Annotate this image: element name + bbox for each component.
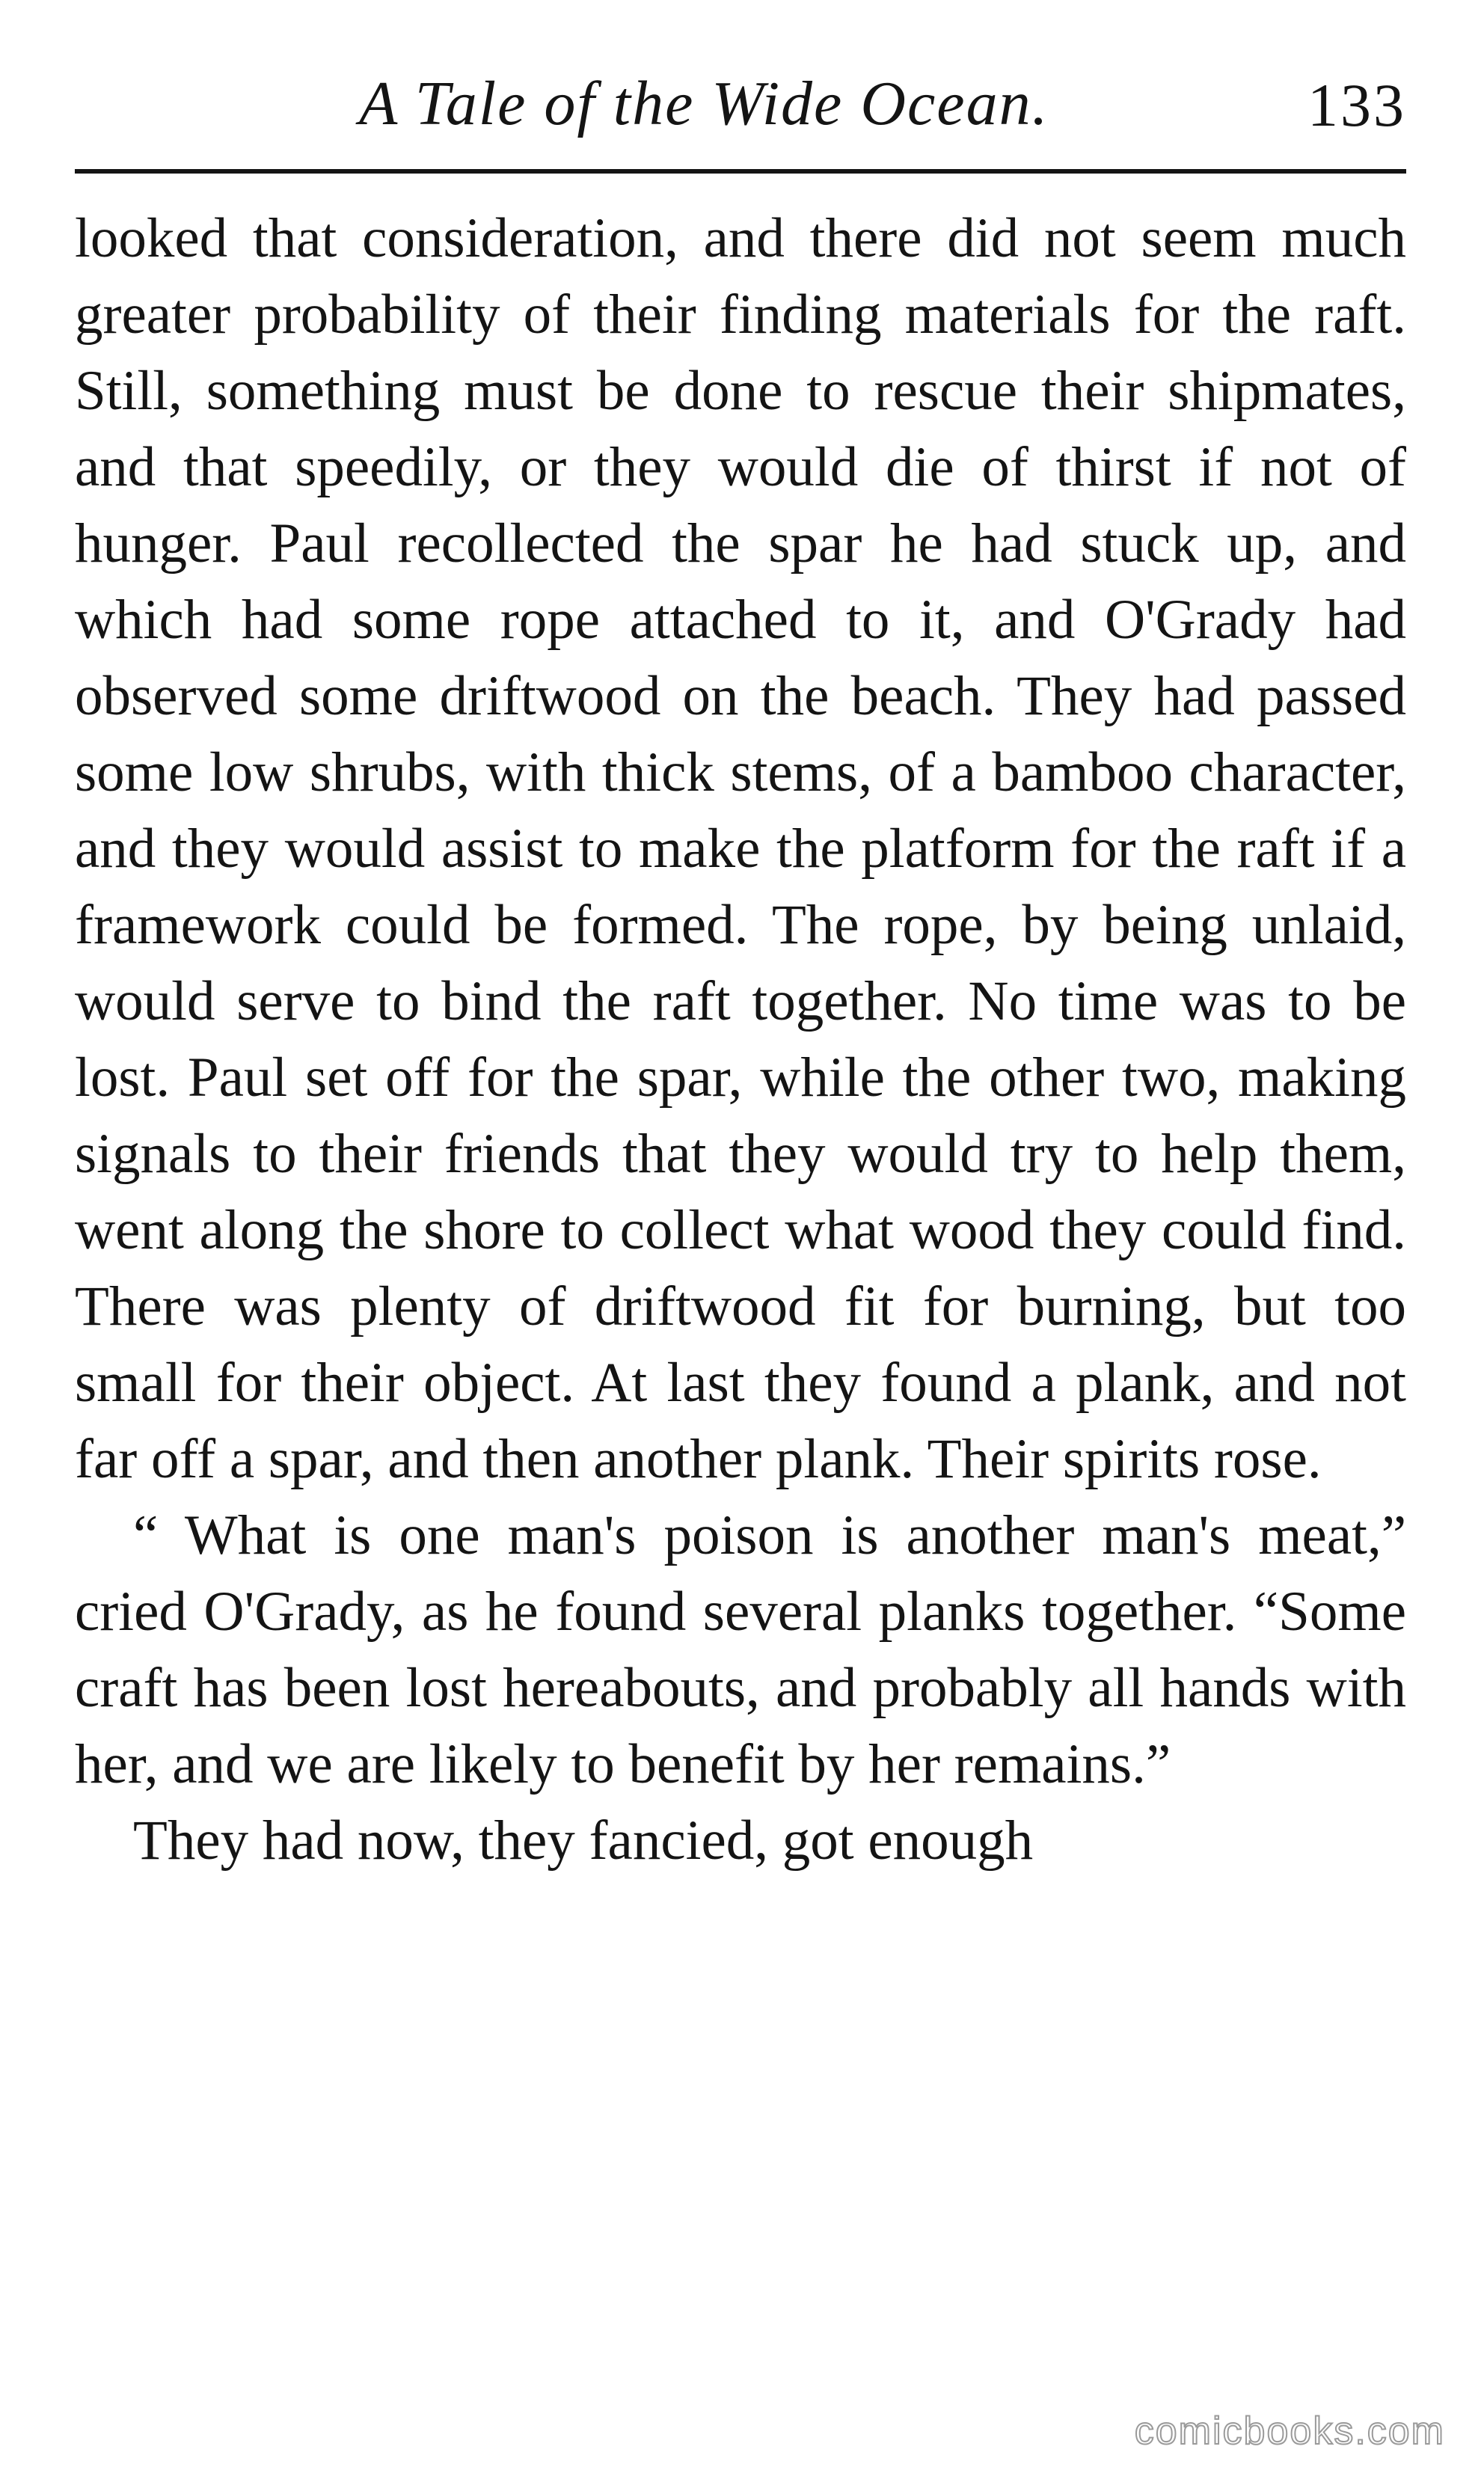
page-number: 133: [1307, 71, 1406, 139]
running-title: A Tale of the Wide Ocean.: [359, 69, 1049, 138]
paragraph: They had now, they fancied, got enough: [133, 1810, 1034, 1872]
paragraph: “ What is one man's poison is another man's meat,” cried O'Grady, as he found several planks together. “Some craft has been lost hereabouts, and probably all hands with her, and we are likely to benefit by her remains.”: [75, 1504, 1406, 1795]
header-rule: [75, 169, 1406, 174]
paragraph: looked that consideration, and there did not seem much greater probability of their finding materials for the raft. Still, something must be done to rescue their shipmates, and that speedily, or they would die of thirst if not of hunger. Paul recollected the spar he had stuck up, and which had some rope attached to it, and O'Grady had observed some driftwood on the beach. They had passed some low shrubs, with thick stems, of a bamboo character, and they would assist to make the platform for the raft if a framework could be formed. The rope, by being unlaid, would serve to bind the raft together. No time was to be lost. Paul set off for the spar, while the other two, making signals to their friends that they would try to help them, went along the shore to collect what wood they could find. There was plenty of driftwood fit for burning, but too small for their object. At last they found a plank, and not far off a spar, and then another plank. Their spirits rose.: [75, 207, 1406, 1490]
body-text: [75, 200, 1406, 1879]
watermark: comicbooks.com: [1134, 2409, 1445, 2453]
page-header: [75, 60, 1406, 150]
